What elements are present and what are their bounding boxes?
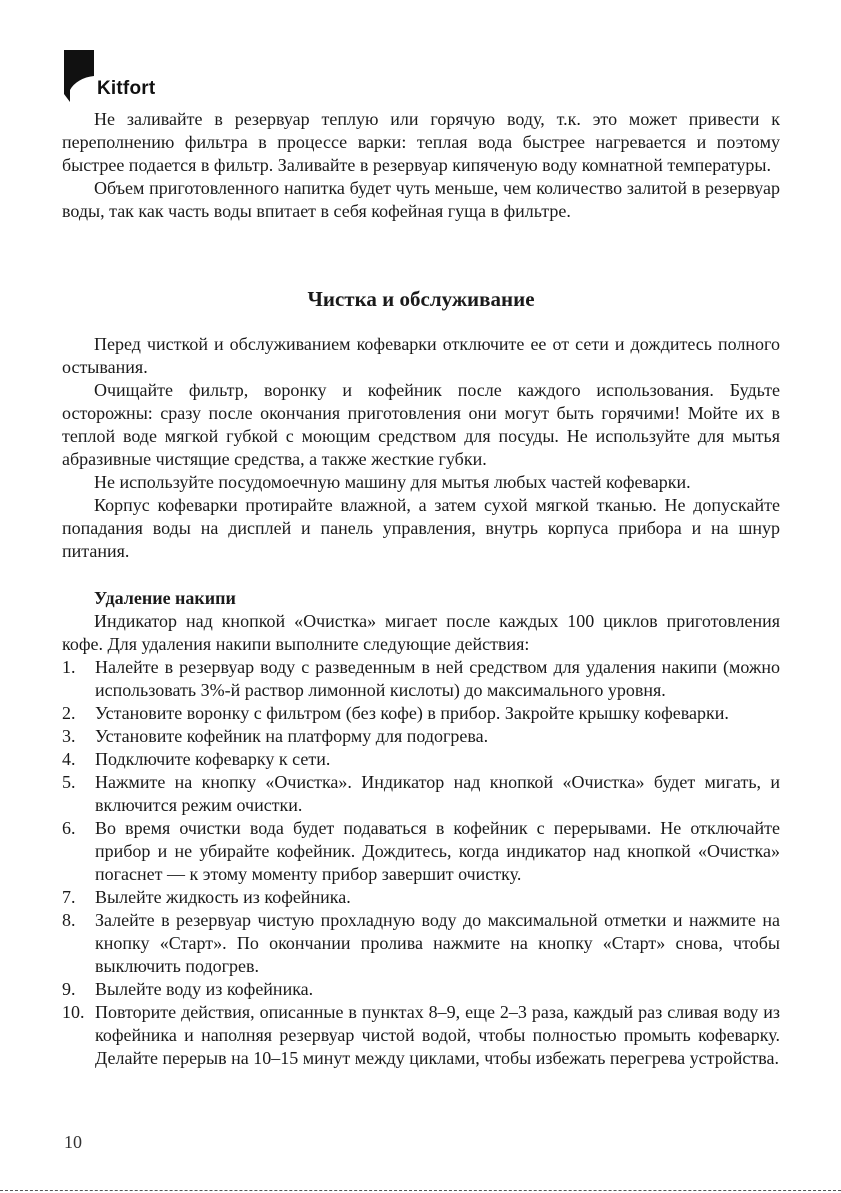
- descaling-steps: [62, 656, 780, 1070]
- step-text: Вылейте жидкость из кофейника.: [95, 887, 351, 907]
- brand-logo: [64, 50, 174, 102]
- kitfort-logo-icon: [64, 50, 94, 102]
- step-text: Повторите действия, описанные в пунктах 8–9, еще 2–3 раза, каждый раз сливая воду из кофейника и наполняя резервуар чистой водой, чтобы полностью промыть кофеварку. Делайте перерыв на 10–15 минут между циклами, чтобы избежать перегрева устройства.: [95, 1002, 780, 1068]
- step-number: 7.: [62, 887, 76, 907]
- list-item: [62, 656, 780, 702]
- descaling-intro: Индикатор над кнопкой «Очистка» мигает после каждых 100 циклов приготовления кофе. Для удаления накипи выполните следующие действия:: [62, 611, 780, 654]
- step-number: 2.: [62, 703, 76, 723]
- list-item: [62, 771, 780, 817]
- step-number: 10.: [62, 1002, 85, 1022]
- list-item: [62, 725, 780, 748]
- list-item: [62, 978, 780, 1001]
- step-number: 5.: [62, 772, 76, 792]
- list-item: [62, 909, 780, 978]
- brand-name: Kitfort: [97, 78, 156, 99]
- list-item: [62, 817, 780, 886]
- list-item: [62, 702, 780, 725]
- step-text: Во время очистки вода будет подаваться в кофейник с перерывами. Не отключайте прибор и не убирайте кофейник. Дождитесь, когда индикатор над кнопкой «Очистка» погаснет — к этому моменту прибор завершит очистку.: [95, 818, 780, 884]
- cleaning-paragraph-1: Перед чисткой и обслуживанием кофеварки отключите ее от сети и дождитесь полного остывания.: [62, 334, 780, 377]
- intro-paragraph-2: Объем приготовленного напитка будет чуть меньше, чем количество залитой в резервуар воды, так как часть воды впитает в себя кофейная гуща в фильтре.: [62, 178, 780, 221]
- page-number: 10: [64, 1132, 82, 1152]
- step-text: Налейте в резервуар воду с разведенным в ней средством для удаления накипи (можно использовать 3%-й раствор лимонной кислоты) до максимального уровня.: [95, 657, 780, 700]
- cleaning-paragraph-4: Корпус кофеварки протирайте влажной, а затем сухой мягкой тканью. Не допускайте попадания воды на дисплей и панель управления, внутрь корпуса прибора и на шнур питания.: [62, 495, 780, 561]
- intro-paragraph-1: Не заливайте в резервуар теплую или горячую воду, т.к. это может привести к переполнению фильтра в процессе варки: теплая вода быстрее нагревается и поэтому быстрее подается в фильтр. Заливайте в резервуар кипяченую воду комнатной температуры.: [62, 109, 780, 175]
- step-text: Вылейте воду из кофейника.: [95, 979, 314, 999]
- list-item: [62, 748, 780, 771]
- step-text: Залейте в резервуар чистую прохладную воду до максимальной отметки и нажмите на кнопку «Старт». По окончании пролива нажмите на кнопку «Старт» снова, чтобы выключить подогрев.: [95, 910, 780, 976]
- descaling-heading: Удаление накипи: [94, 588, 236, 608]
- page-bottom-divider: [0, 1190, 841, 1192]
- step-number: 6.: [62, 818, 76, 838]
- step-text: Установите кофейник на платформу для подогрева.: [95, 726, 489, 746]
- step-text: Нажмите на кнопку «Очистка». Индикатор над кнопкой «Очистка» будет мигать, и включится режим очистки.: [95, 772, 780, 815]
- step-text: Установите воронку с фильтром (без кофе) в прибор. Закройте крышку кофеварки.: [95, 703, 729, 723]
- step-text: Подключите кофеварку к сети.: [95, 749, 331, 769]
- list-item: [62, 1001, 780, 1070]
- page-content: [62, 108, 780, 1070]
- step-number: 3.: [62, 726, 76, 746]
- step-number: 8.: [62, 910, 76, 930]
- list-item: [62, 886, 780, 909]
- step-number: 4.: [62, 749, 76, 769]
- cleaning-paragraph-3: Не используйте посудомоечную машину для мытья любых частей кофеварки.: [94, 472, 691, 492]
- cleaning-paragraph-2: Очищайте фильтр, воронку и кофейник после каждого использования. Будьте осторожны: сразу после окончания приготовления они могут быть горячими! Мойте их в теплой воде мягкой губкой с моющим средством для посуды. Не используйте для мытья абразивные чистящие средства, а также жесткие губки.: [62, 380, 780, 469]
- step-number: 1.: [62, 657, 76, 677]
- step-number: 9.: [62, 979, 76, 999]
- section-title: Чистка и обслуживание: [307, 287, 535, 311]
